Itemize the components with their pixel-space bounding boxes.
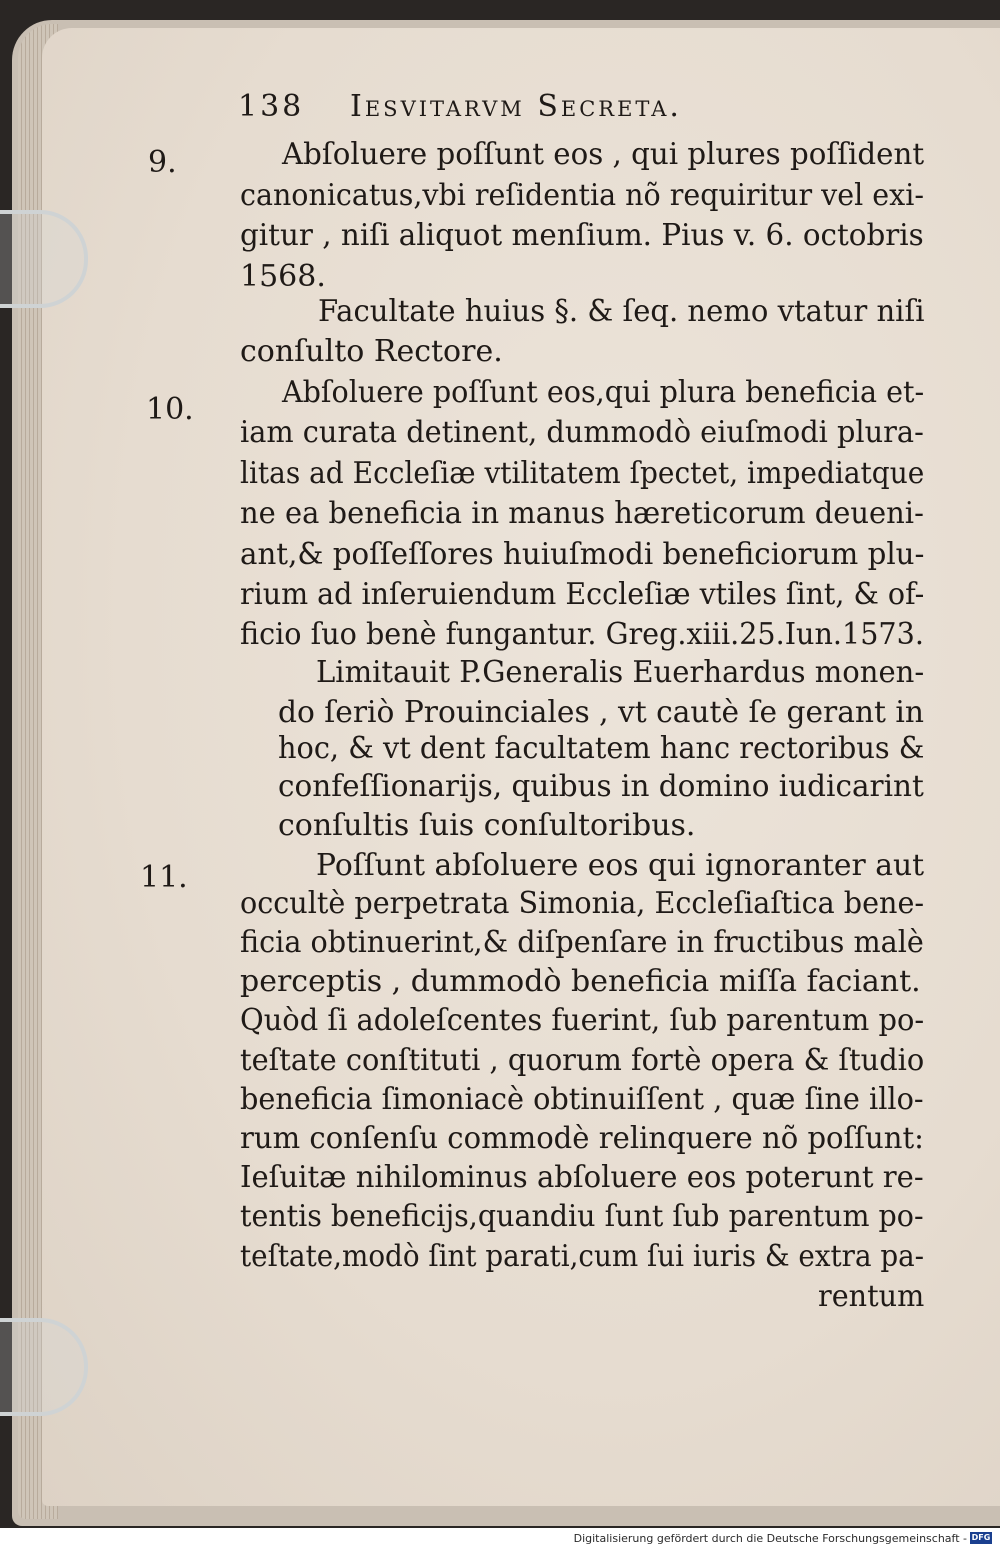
text-line: confeſſionarijs, quibus in domino iudicarint (278, 769, 924, 804)
text-line: Facultate huius §. & ſeq. nemo vtatur niſi (318, 294, 925, 329)
text-line: tentis beneficijs,quandiu ſunt ſub parentum po- (240, 1199, 924, 1234)
text-line: ficia obtinuerint,& diſpenſare in fructibus malè (240, 925, 924, 960)
text-line: Quòd ſi adoleſcentes fuerint, ſub parentum po- (240, 1003, 925, 1038)
text-line: rum conſenſu commodè relinquere nõ poſſunt: (240, 1121, 924, 1156)
text-line: do ſeriò Prouinciales , vt cautè ſe gerant in (278, 695, 924, 730)
text-line: rium ad inſeruiendum Eccleſiæ vtiles ſint, & of- (240, 577, 925, 612)
text-line: conſulto Rectore. (240, 334, 503, 369)
catchword: rentum (818, 1279, 925, 1314)
text-line: hoc, & vt dent facultatem hanc rectoribus & (278, 731, 925, 766)
text-line: litas ad Eccleſiæ vtilitatem ſpectet, impediatque (240, 456, 925, 491)
text-line: perceptis , dummodò beneficia miſſa faciant. (240, 964, 921, 999)
text-line: gitur , niſi aliquot menſium. Pius v. 6. octobris (240, 218, 924, 253)
margin-number: 10. (146, 392, 194, 427)
digitization-credit (574, 1530, 992, 1546)
credit-text: Digitalisierung gefördert durch die Deutsche Forschungsgemeinschaft - (573, 1531, 967, 1545)
text-line: ant,& poſſeſſores huiuſmodi beneficiorum plu- (240, 537, 925, 572)
dfg-logo: DFG (971, 1533, 991, 1542)
text-line: canonicatus,vbi reſidentia nõ requiritur vel exi- (240, 178, 924, 213)
margin-number: 11. (140, 860, 188, 895)
text-line: Abſoluere poſſunt eos,qui plura beneficia et- (282, 375, 925, 410)
text-line: Abſoluere poſſunt eos , qui plures poſſident (282, 137, 925, 172)
running-title: Iesvitarvm Secreta. (350, 89, 682, 124)
text-line: iam curata detinent, dummodò eiuſmodi plura- (240, 415, 924, 450)
text-line: Poſſunt abſoluere eos qui ignoranter aut (316, 848, 925, 883)
text-line: ne ea beneficia in manus hæreticorum deueni- (240, 496, 924, 531)
text-line: Ieſuitæ nihilominus abſoluere eos poterunt re- (240, 1160, 924, 1195)
text-line: teſtate conſtituti , quorum fortè opera & ſtudio (240, 1043, 925, 1078)
text-line: conſultis ſuis conſultoribus. (278, 808, 696, 843)
text-line: 1568. (240, 259, 326, 294)
text-line: ficio ſuo benè fungantur. Greg.xiii.25.Iun.1573. (240, 617, 924, 652)
margin-number: 9. (148, 145, 177, 180)
text-line: teſtate,modò ſint parati,cum ſui iuris & extra pa- (240, 1239, 925, 1274)
text-line: Limitauit P.Generalis Euerhardus monen- (316, 655, 925, 690)
text-line: beneficia ſimoniacè obtinuiſſent , quæ ſine illo- (240, 1082, 924, 1117)
page-number: 138 (238, 89, 305, 124)
running-header (238, 80, 838, 124)
text-line: occultè perpetrata Simonia, Eccleſiaſtica bene- (240, 886, 925, 921)
